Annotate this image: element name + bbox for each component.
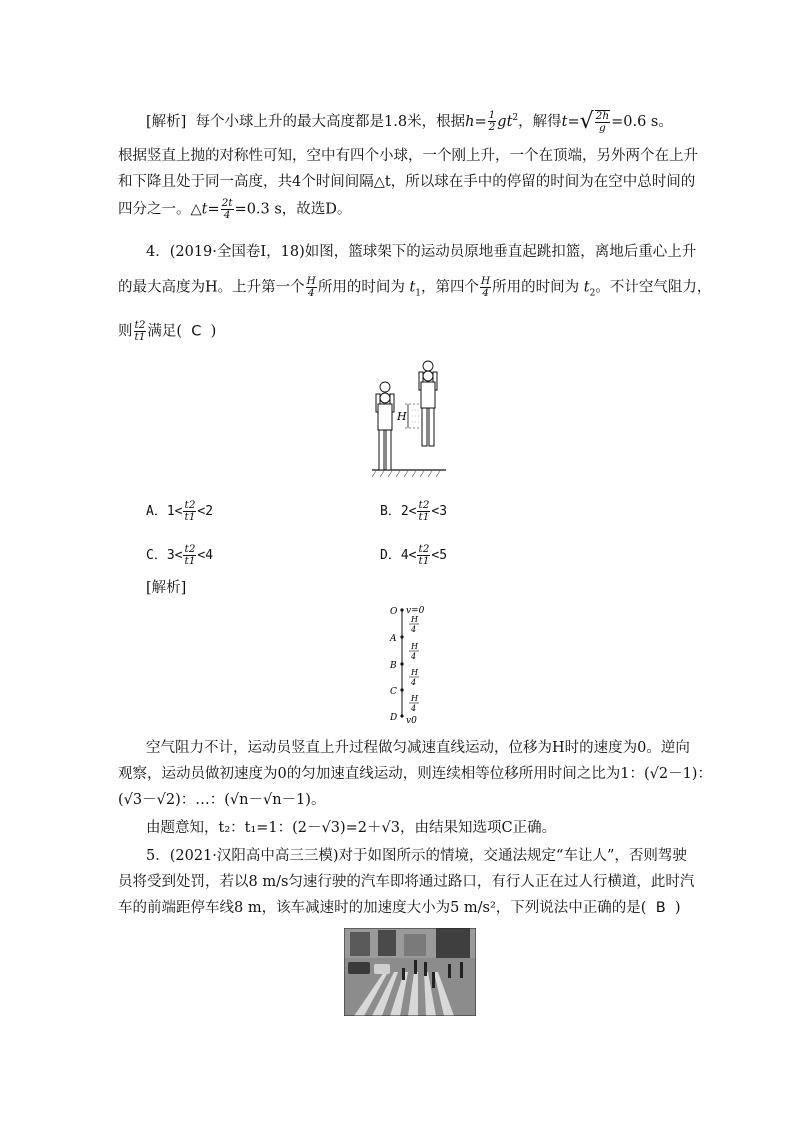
- half-fraction: $\frac{1}{2}$: [488, 109, 496, 134]
- svg-text:H: H: [411, 642, 418, 651]
- svg-text:H: H: [411, 694, 418, 703]
- svg-text:H: H: [411, 668, 418, 677]
- sqrt-fraction: $\frac{2h}{g}$: [595, 109, 610, 134]
- option-c[interactable]: C．3< $\frac{t2}{t1}$ <4: [146, 543, 214, 567]
- point-b: B: [390, 661, 397, 671]
- h-over-4-fraction-1: $\frac{H}{4}$: [306, 275, 316, 299]
- h-over-4-fraction-2: $\frac{H}{4}$: [481, 275, 491, 299]
- analysis2-line-2: 观察，运动员做初速度为0的匀加速直线运动，则连续相等位移所用时间之比为1：(√2－1)：: [118, 766, 712, 782]
- analysis-line-4: 四分之一。△t= $\frac{2t}{4}$ =0.3 s，故选D。: [118, 197, 352, 221]
- segment-diagram: [384, 604, 444, 726]
- person-jumping-icon: [419, 371, 437, 446]
- v0-label: v0: [406, 716, 417, 726]
- analysis-line-2: 根据竖直上抛的对称性可知，空中有四个小球，一个刚上升，一个在顶端，另外两个在上升: [118, 148, 698, 164]
- basketball-icon: [380, 382, 390, 392]
- analysis2-line-1: 空气阻力不计，运动员竖直上升过程做匀减速直线运动，位移为H时的速度为0。逆向: [146, 740, 690, 756]
- analysis-tag-2: [解析]: [146, 580, 187, 596]
- svg-text:4: 4: [411, 704, 417, 713]
- analysis2-line-4: 由题意知，t₂：t₁=1：(2－√3)=2＋√3，由结果知选项C正确。: [146, 820, 557, 836]
- analysis2-line-3: (√3－√2)：…：(√n－√n－1)。: [118, 792, 326, 808]
- option-b[interactable]: B．2< $\frac{t2}{t1}$ <3: [380, 499, 448, 523]
- analysis-line-3: 和下降且处于同一高度，共4个时间间隔△t，所以球在手中的停留的时间为在空中总时间的: [118, 174, 696, 190]
- q5-line-2: 员将受到处罚，若以8 m/s匀速行驶的汽车即将通过路口，有行人正在过人行横道，此时汽: [118, 874, 695, 890]
- crosswalk-photo: [344, 928, 476, 1016]
- q4-line-1: 4．(2019·全国卷Ⅰ，18)如图，篮球架下的运动员原地垂直起跳扣篮，离地后重心上升: [146, 244, 697, 260]
- option-a[interactable]: A．1< $\frac{t2}{t1}$ <2: [146, 499, 214, 523]
- v-zero-label: v=0: [406, 606, 425, 616]
- analysis-line-1: [解析] 每个小球上升的最大高度都是1.8米，根据h= $\frac{1}{2}$ $gt^2$，解得t=√ $\frac{2h}{g}$ =0.6 s。: [146, 108, 673, 134]
- q5-line-3: 车的前端距停车线8 m，该车减速时的加速度大小为5 m/s²，下列说法中正确的是( B ): [118, 900, 681, 916]
- svg-text:H: H: [411, 615, 418, 624]
- sqrt-symbol: √: [579, 108, 594, 134]
- svg-text:4: 4: [411, 625, 417, 634]
- q4-answer: C: [191, 323, 202, 340]
- point-a: A: [390, 634, 397, 644]
- option-d[interactable]: D．4< $\frac{t2}{t1}$ <5: [380, 543, 448, 567]
- fig1-h-label: H: [397, 410, 407, 423]
- q4-line-2: 的最大高度为H。上升第一个 $\frac{H}{4}$ 所用的时间为 $t_1$，第四个 $\frac{H}{4}$ 所用的时间为 $t_2$。不计空气阻力，: [118, 275, 712, 299]
- basketball-player-figure: [368, 360, 448, 478]
- person-standing-icon: [376, 393, 394, 470]
- ratio-fraction: $\frac{t2}{t1}$: [134, 319, 146, 343]
- point-c: C: [390, 687, 397, 697]
- point-o: O: [390, 607, 398, 617]
- q5-line-1: 5．(2021·汉阳高中高三三模)对于如图所示的情境，交通法规定“车让人”，否则驾驶: [146, 848, 687, 864]
- svg-text:4: 4: [411, 652, 417, 661]
- basketball-icon-2: [423, 361, 433, 371]
- q5-answer: B: [655, 900, 666, 916]
- q4-line-3: 则 $\frac{t2}{t1}$ 满足( C ): [118, 319, 217, 343]
- svg-text:4: 4: [411, 678, 417, 687]
- dt-fraction: $\frac{2t}{4}$: [221, 197, 233, 221]
- point-d: D: [390, 713, 398, 723]
